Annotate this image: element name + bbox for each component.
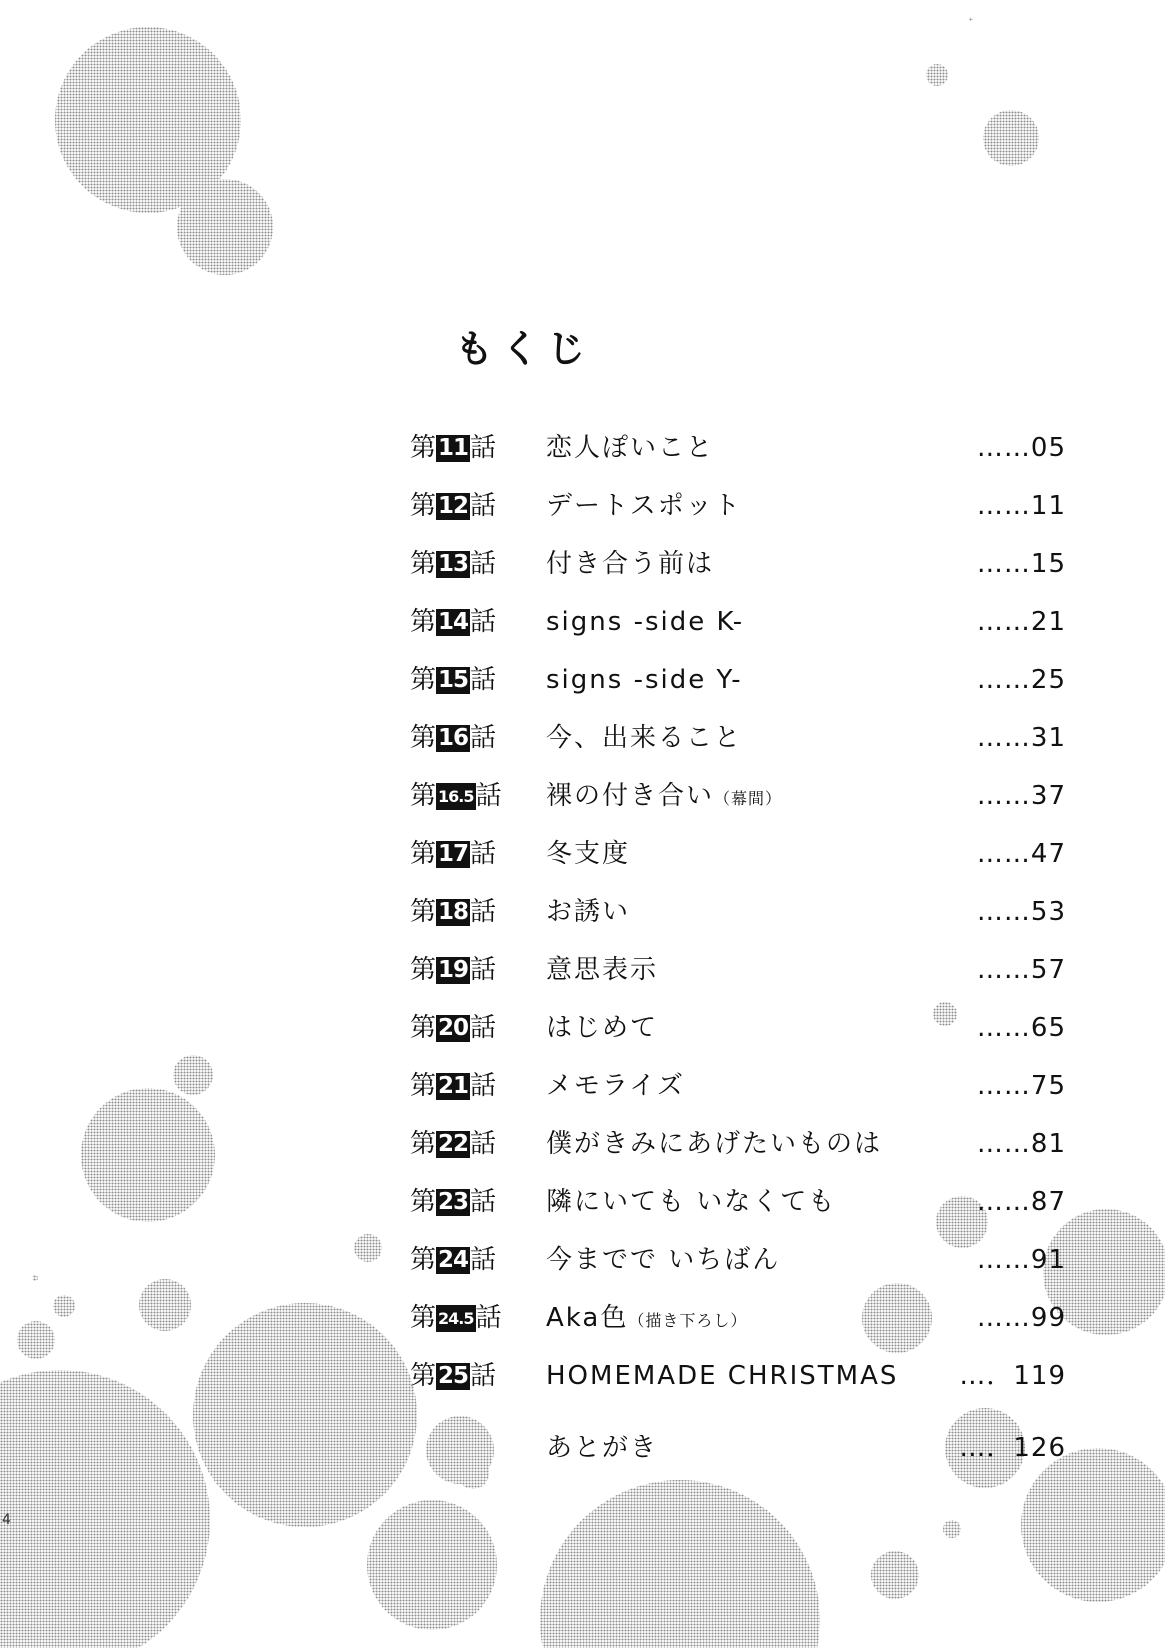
chapter-title: 僕がきみにあげたいものは — [546, 1129, 883, 1159]
chapter-number: 20 — [438, 1015, 469, 1041]
page-number: ……15 — [976, 549, 1066, 579]
chapter-label: 第14話 — [410, 607, 497, 637]
toc-entry-afterword — [410, 1428, 1070, 1468]
chapter-title: デートスポット — [546, 491, 742, 521]
chapter-number: 16 — [438, 725, 469, 751]
chapter-number: 14 — [438, 609, 469, 635]
folio-page-number: 4 — [2, 1512, 11, 1528]
chapter-number: 18 — [438, 899, 469, 925]
toc-entry — [410, 602, 1070, 642]
chapter-title: Aka色（描き下ろし） — [546, 1303, 748, 1333]
chapter-number: 22 — [438, 1131, 469, 1157]
chapter-label: 第 24.5話 — [410, 1303, 502, 1333]
chapter-title: 今、出来ること — [546, 723, 743, 753]
chapter-label: 第13話 — [410, 549, 497, 579]
chapter-label: 第15話 — [410, 665, 497, 695]
toc-entry — [410, 776, 1070, 816]
toc-entry — [410, 834, 1070, 874]
chapter-label: 第20話 — [410, 1013, 497, 1043]
toc-entry — [410, 1356, 1070, 1396]
page-number: ……99 — [976, 1303, 1066, 1333]
toc-entry — [410, 544, 1070, 584]
chapter-label: 第17話 — [410, 839, 497, 869]
page-number: ……65 — [976, 1013, 1066, 1043]
toc-entry — [410, 486, 1070, 526]
chapter-number: 17 — [438, 841, 469, 867]
page-number: ……11 — [976, 491, 1066, 521]
page-number: ……75 — [976, 1071, 1066, 1101]
chapter-label: 第11話 — [410, 433, 497, 463]
toc-entry — [410, 660, 1070, 700]
chapter-label: 第21話 — [410, 1071, 497, 1101]
chapter-title: signs -side Y- — [546, 665, 743, 695]
chapter-title: HOMEMADE CHRISTMAS — [546, 1361, 899, 1391]
title-note: （幕間） — [714, 789, 783, 808]
chapter-label: 第19話 — [410, 955, 497, 985]
page-number: …．119 — [959, 1361, 1066, 1391]
page-number: ……47 — [976, 839, 1066, 869]
chapter-label: 第24話 — [410, 1245, 497, 1275]
page-number: ……25 — [976, 665, 1066, 695]
toc-entry — [410, 1124, 1070, 1164]
chapter-label: 第23話 — [410, 1187, 497, 1217]
chapter-number: 21 — [438, 1073, 469, 1099]
page-number: ……05 — [976, 433, 1066, 463]
chapter-title: 裸の付き合い（幕間） — [546, 781, 783, 811]
chapter-number: 24.5 — [436, 1305, 475, 1332]
chapter-title: メモライズ — [546, 1071, 685, 1101]
page-number: ……31 — [976, 723, 1066, 753]
toc-entry — [410, 1008, 1070, 1048]
chapter-title: signs -side K- — [546, 607, 745, 637]
chapter-title: お誘い — [546, 897, 631, 927]
chapter-label: 第12話 — [410, 491, 497, 521]
chapter-title: 意思表示 — [546, 955, 659, 985]
chapter-number: 16.5 — [436, 783, 475, 810]
toc-entry — [410, 718, 1070, 758]
toc-entry — [410, 1066, 1070, 1106]
toc-entry — [410, 1298, 1070, 1338]
chapter-label: 第18話 — [410, 897, 497, 927]
chapter-number: 11 — [438, 435, 469, 461]
toc-entry — [410, 892, 1070, 932]
chapter-label: 第25話 — [410, 1361, 497, 1391]
chapter-number: 24 — [438, 1247, 469, 1273]
page-number: ……81 — [976, 1129, 1066, 1159]
page-title: もくじ — [455, 327, 594, 371]
page-number: ……53 — [976, 897, 1066, 927]
chapter-label: 第16話 — [410, 723, 497, 753]
title-note: （描き下ろし） — [628, 1311, 748, 1330]
chapter-title: 恋人ぽいこと — [546, 433, 715, 463]
chapter-number: 12 — [438, 493, 469, 519]
chapter-title: 付き合う前は — [546, 549, 715, 579]
toc-entry — [410, 428, 1070, 468]
afterword-title: あとがき — [546, 1433, 659, 1463]
page-number: ……87 — [976, 1187, 1066, 1217]
page-number: …．126 — [959, 1433, 1066, 1463]
toc-entry — [410, 1182, 1070, 1222]
toc-entry — [410, 1240, 1070, 1280]
page-number: ……57 — [976, 955, 1066, 985]
chapter-number: 25 — [438, 1363, 469, 1389]
chapter-number: 23 — [438, 1189, 469, 1215]
page-number: ……21 — [976, 607, 1066, 637]
chapter-title: 隣にいても いなくても — [546, 1187, 837, 1217]
chapter-title: 冬支度 — [546, 839, 631, 869]
chapter-number: 15 — [438, 667, 469, 693]
page-number: ……37 — [976, 781, 1066, 811]
chapter-label: 第22話 — [410, 1129, 497, 1159]
toc-entry — [410, 950, 1070, 990]
chapter-label: 第 16.5話 — [410, 781, 502, 811]
chapter-title: はじめて — [546, 1013, 659, 1043]
chapter-title: 今までで いちばん — [546, 1245, 781, 1275]
chapter-number: 19 — [438, 957, 469, 983]
chapter-number: 13 — [438, 551, 469, 577]
page-number: ……91 — [976, 1245, 1066, 1275]
